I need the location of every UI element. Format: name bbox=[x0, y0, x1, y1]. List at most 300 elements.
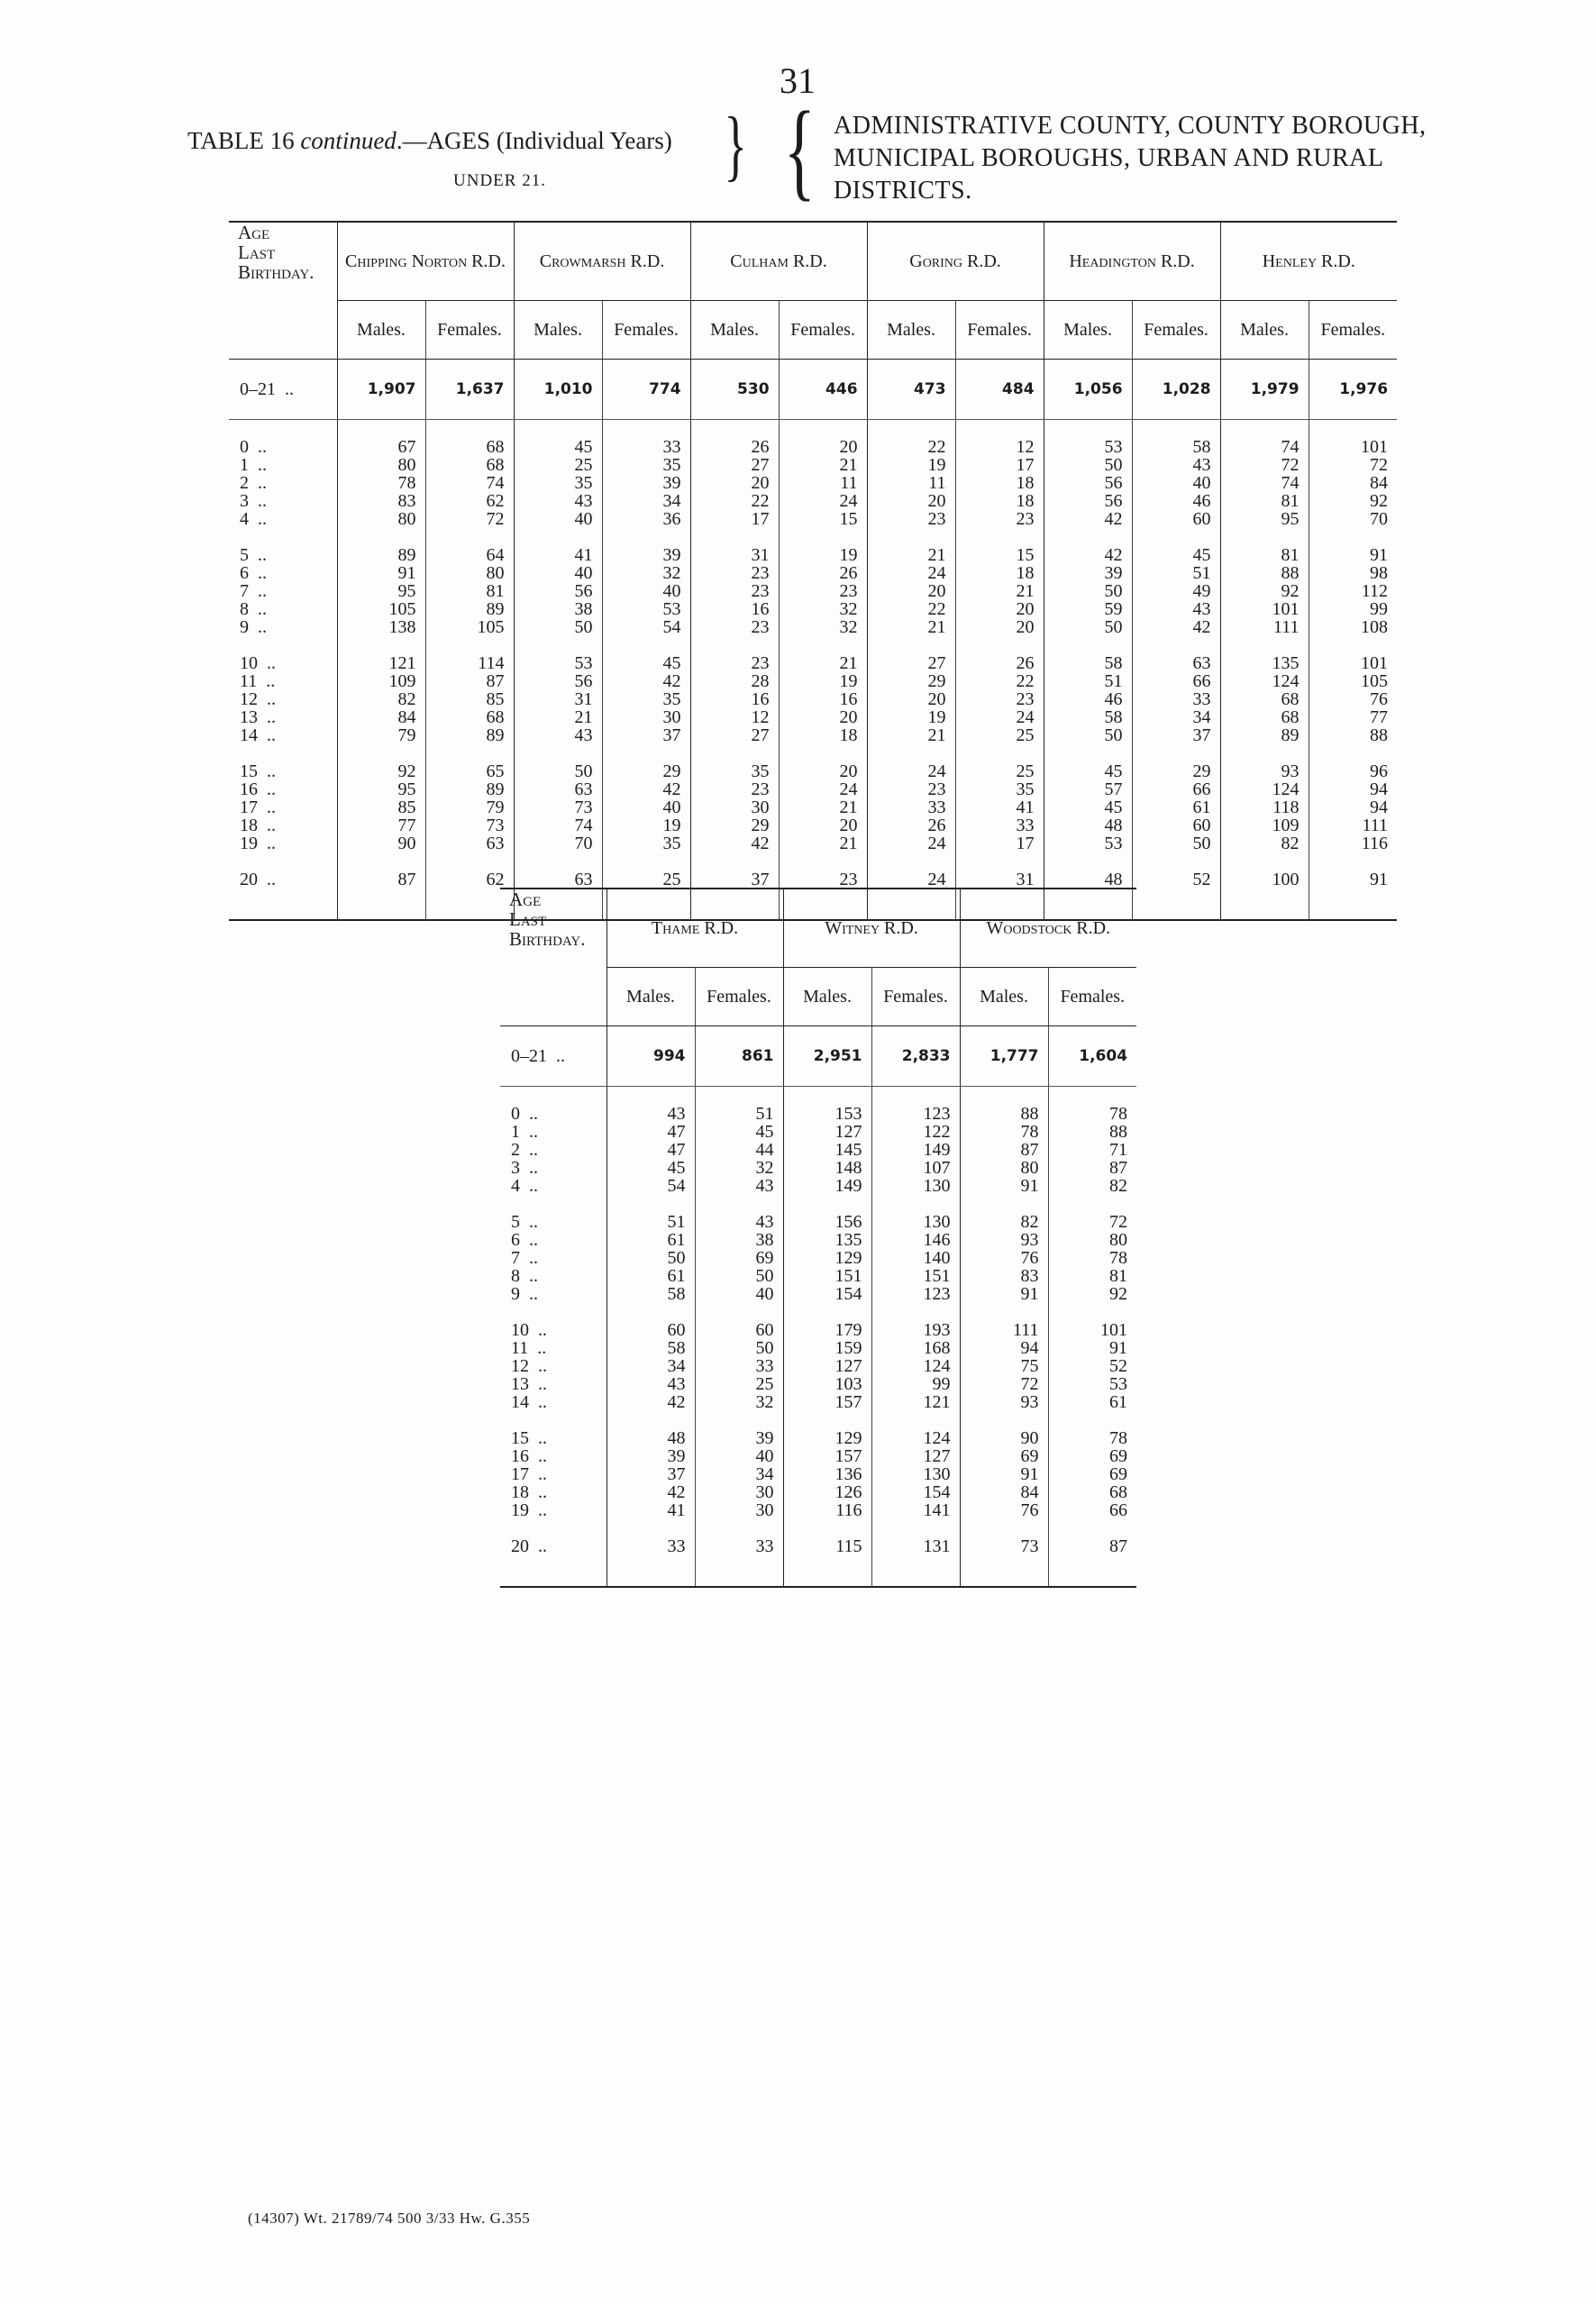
females-cell: 24 bbox=[779, 492, 867, 510]
females-cell: 20 bbox=[955, 618, 1044, 636]
males-cell: 58 bbox=[606, 1285, 695, 1303]
females-cell: 105 bbox=[1309, 672, 1397, 690]
females-cell: 122 bbox=[871, 1123, 960, 1141]
males-cell: 115 bbox=[783, 1537, 871, 1555]
females-cell: 72 bbox=[425, 510, 514, 528]
females-total-cell: 1,604 bbox=[1048, 1026, 1136, 1087]
females-cell: 32 bbox=[695, 1159, 783, 1177]
age-label: 8 .. bbox=[511, 1266, 538, 1286]
females-cell: 72 bbox=[1309, 456, 1397, 474]
females-cell: 19 bbox=[779, 546, 867, 564]
females-cell: 62 bbox=[425, 492, 514, 510]
males-cell: 12 bbox=[690, 708, 779, 726]
males-cell: 29 bbox=[867, 672, 955, 690]
males-cell: 48 bbox=[1044, 816, 1132, 834]
ages-table-1 bbox=[229, 221, 1397, 921]
table-row bbox=[229, 690, 1397, 708]
males-cell: 136 bbox=[783, 1465, 871, 1483]
females-cell: 60 bbox=[1132, 816, 1220, 834]
females-cell: 79 bbox=[425, 798, 514, 816]
females-header: Females. bbox=[779, 301, 867, 360]
age-label: 14 .. bbox=[511, 1392, 547, 1412]
age-label: 16 .. bbox=[240, 779, 276, 799]
males-cell: 68 bbox=[1220, 690, 1309, 708]
males-cell: 20 bbox=[867, 582, 955, 600]
males-cell: 82 bbox=[960, 1213, 1048, 1231]
age-label: 2 .. bbox=[511, 1140, 538, 1160]
males-cell: 53 bbox=[514, 654, 602, 672]
females-cell: 40 bbox=[602, 582, 690, 600]
females-cell: 24 bbox=[779, 780, 867, 798]
females-cell: 37 bbox=[602, 726, 690, 744]
males-cell: 50 bbox=[514, 762, 602, 780]
table-row bbox=[229, 726, 1397, 744]
males-cell: 22 bbox=[690, 492, 779, 510]
males-cell: 103 bbox=[783, 1375, 871, 1393]
district-header: Witney R.D. bbox=[783, 889, 960, 968]
females-cell: 131 bbox=[871, 1537, 960, 1555]
males-cell: 41 bbox=[514, 546, 602, 564]
area-line-1: ADMINISTRATIVE COUNTY, COUNTY BOROUGH, bbox=[834, 112, 1427, 140]
males-cell: 82 bbox=[337, 690, 425, 708]
table-row bbox=[229, 618, 1397, 636]
females-cell: 23 bbox=[955, 510, 1044, 528]
females-cell: 35 bbox=[602, 834, 690, 852]
males-cell: 105 bbox=[337, 600, 425, 618]
females-header: Females. bbox=[871, 968, 960, 1026]
males-cell: 93 bbox=[960, 1393, 1048, 1411]
males-cell: 30 bbox=[690, 798, 779, 816]
females-cell: 39 bbox=[695, 1429, 783, 1447]
males-cell: 34 bbox=[606, 1357, 695, 1375]
males-cell: 80 bbox=[337, 510, 425, 528]
females-cell: 42 bbox=[1132, 618, 1220, 636]
females-cell: 40 bbox=[695, 1285, 783, 1303]
males-cell: 72 bbox=[960, 1375, 1048, 1393]
females-cell: 88 bbox=[1309, 726, 1397, 744]
males-cell: 21 bbox=[867, 618, 955, 636]
males-cell: 41 bbox=[606, 1501, 695, 1519]
males-cell: 61 bbox=[606, 1231, 695, 1249]
females-cell: 17 bbox=[955, 456, 1044, 474]
females-cell: 60 bbox=[1132, 510, 1220, 528]
males-cell: 48 bbox=[1044, 870, 1132, 889]
females-cell: 35 bbox=[602, 456, 690, 474]
page-number: 31 bbox=[780, 60, 816, 101]
females-cell: 25 bbox=[955, 726, 1044, 744]
females-cell: 61 bbox=[1132, 798, 1220, 816]
table-row bbox=[500, 1213, 1136, 1231]
age-label: 1 .. bbox=[240, 455, 267, 475]
age-label: 15 .. bbox=[511, 1428, 547, 1448]
age-label: 7 .. bbox=[511, 1248, 538, 1268]
females-header: Females. bbox=[425, 301, 514, 360]
females-cell: 24 bbox=[955, 708, 1044, 726]
females-cell: 72 bbox=[1048, 1213, 1136, 1231]
females-cell: 19 bbox=[602, 816, 690, 834]
females-cell: 29 bbox=[602, 762, 690, 780]
females-header: Females. bbox=[1048, 968, 1136, 1026]
females-cell: 21 bbox=[955, 582, 1044, 600]
females-cell: 19 bbox=[779, 672, 867, 690]
males-cell: 81 bbox=[1220, 546, 1309, 564]
males-cell: 93 bbox=[1220, 762, 1309, 780]
age-label: 7 .. bbox=[240, 581, 267, 601]
males-cell: 60 bbox=[606, 1321, 695, 1339]
males-cell: 91 bbox=[337, 564, 425, 582]
males-cell: 26 bbox=[690, 438, 779, 456]
males-cell: 149 bbox=[783, 1177, 871, 1195]
age-header-word: Birthday. bbox=[509, 928, 586, 950]
males-cell: 25 bbox=[514, 456, 602, 474]
females-cell: 65 bbox=[425, 762, 514, 780]
age-label: 1 .. bbox=[511, 1122, 538, 1142]
females-cell: 30 bbox=[695, 1483, 783, 1501]
table-row bbox=[500, 1321, 1136, 1339]
table-row bbox=[500, 1267, 1136, 1285]
table-row bbox=[500, 1357, 1136, 1375]
males-cell: 148 bbox=[783, 1159, 871, 1177]
males-cell: 16 bbox=[690, 690, 779, 708]
males-cell: 53 bbox=[1044, 438, 1132, 456]
males-cell: 23 bbox=[867, 780, 955, 798]
females-cell: 92 bbox=[1048, 1285, 1136, 1303]
age-label: 4 .. bbox=[511, 1176, 538, 1196]
males-cell: 19 bbox=[867, 456, 955, 474]
females-cell: 50 bbox=[1132, 834, 1220, 852]
females-cell: 91 bbox=[1309, 870, 1397, 889]
males-cell: 56 bbox=[514, 582, 602, 600]
females-cell: 41 bbox=[955, 798, 1044, 816]
females-cell: 94 bbox=[1309, 798, 1397, 816]
females-cell: 16 bbox=[779, 690, 867, 708]
females-cell: 50 bbox=[695, 1339, 783, 1357]
females-cell: 15 bbox=[779, 510, 867, 528]
total-row-label: 0–21 .. bbox=[500, 1026, 606, 1087]
males-cell: 56 bbox=[514, 672, 602, 690]
females-cell: 80 bbox=[425, 564, 514, 582]
table-row bbox=[500, 1483, 1136, 1501]
females-cell: 35 bbox=[602, 690, 690, 708]
males-cell: 50 bbox=[1044, 726, 1132, 744]
females-cell: 151 bbox=[871, 1267, 960, 1285]
males-cell: 24 bbox=[867, 564, 955, 582]
females-total-cell: 1,976 bbox=[1309, 360, 1397, 420]
district-header: Woodstock R.D. bbox=[960, 889, 1136, 968]
males-cell: 20 bbox=[867, 492, 955, 510]
females-cell: 66 bbox=[1048, 1501, 1136, 1519]
table-row bbox=[500, 1429, 1136, 1447]
table-row bbox=[500, 1231, 1136, 1249]
females-cell: 99 bbox=[1309, 600, 1397, 618]
males-cell: 81 bbox=[1220, 492, 1309, 510]
table-row bbox=[229, 456, 1397, 474]
males-cell: 27 bbox=[690, 456, 779, 474]
females-cell: 89 bbox=[425, 780, 514, 798]
females-cell: 45 bbox=[602, 654, 690, 672]
females-cell: 30 bbox=[695, 1501, 783, 1519]
females-cell: 105 bbox=[425, 618, 514, 636]
females-cell: 111 bbox=[1309, 816, 1397, 834]
males-total-cell: 2,951 bbox=[783, 1026, 871, 1087]
age-label: 12 .. bbox=[511, 1356, 547, 1376]
males-cell: 95 bbox=[337, 780, 425, 798]
males-cell: 21 bbox=[867, 546, 955, 564]
females-cell: 58 bbox=[1132, 438, 1220, 456]
females-cell: 51 bbox=[695, 1105, 783, 1123]
females-cell: 61 bbox=[1048, 1393, 1136, 1411]
males-cell: 37 bbox=[606, 1465, 695, 1483]
males-header: Males. bbox=[1044, 301, 1132, 360]
males-cell: 40 bbox=[514, 510, 602, 528]
females-cell: 32 bbox=[695, 1393, 783, 1411]
females-cell: 154 bbox=[871, 1483, 960, 1501]
district-header: Henley R.D. bbox=[1220, 222, 1397, 301]
males-cell: 67 bbox=[337, 438, 425, 456]
males-cell: 27 bbox=[690, 726, 779, 744]
males-total-cell: 473 bbox=[867, 360, 955, 420]
males-cell: 153 bbox=[783, 1105, 871, 1123]
males-cell: 91 bbox=[960, 1465, 1048, 1483]
table-row bbox=[229, 708, 1397, 726]
table-title-suffix: .—AGES (Individual Years) bbox=[396, 127, 672, 154]
males-cell: 75 bbox=[960, 1357, 1048, 1375]
males-cell: 129 bbox=[783, 1249, 871, 1267]
males-cell: 50 bbox=[606, 1249, 695, 1267]
table-row bbox=[500, 1537, 1136, 1555]
age-label: 5 .. bbox=[511, 1212, 538, 1232]
males-cell: 31 bbox=[514, 690, 602, 708]
males-cell: 58 bbox=[606, 1339, 695, 1357]
table-row bbox=[229, 780, 1397, 798]
females-cell: 76 bbox=[1309, 690, 1397, 708]
males-cell: 76 bbox=[960, 1501, 1048, 1519]
table-row bbox=[229, 762, 1397, 780]
males-cell: 23 bbox=[690, 582, 779, 600]
age-label: 20 .. bbox=[240, 870, 276, 889]
females-cell: 22 bbox=[955, 672, 1044, 690]
age-label: 13 .. bbox=[511, 1374, 547, 1394]
males-cell: 89 bbox=[1220, 726, 1309, 744]
table-row bbox=[500, 1105, 1136, 1123]
males-cell: 61 bbox=[606, 1267, 695, 1285]
females-cell: 66 bbox=[1132, 780, 1220, 798]
males-cell: 50 bbox=[1044, 582, 1132, 600]
age-label: 2 .. bbox=[240, 473, 267, 493]
females-cell: 20 bbox=[779, 708, 867, 726]
males-cell: 138 bbox=[337, 618, 425, 636]
males-cell: 127 bbox=[783, 1123, 871, 1141]
males-cell: 73 bbox=[514, 798, 602, 816]
males-cell: 154 bbox=[783, 1285, 871, 1303]
table-row bbox=[500, 1177, 1136, 1195]
females-cell: 146 bbox=[871, 1231, 960, 1249]
age-header-word: Age bbox=[238, 222, 270, 243]
table-row bbox=[500, 1141, 1136, 1159]
males-cell: 90 bbox=[960, 1429, 1048, 1447]
district-header: Crowmarsh R.D. bbox=[514, 222, 690, 301]
males-header: Males. bbox=[606, 968, 695, 1026]
males-cell: 69 bbox=[960, 1447, 1048, 1465]
females-cell: 35 bbox=[955, 780, 1044, 798]
table-row bbox=[500, 1249, 1136, 1267]
females-cell: 130 bbox=[871, 1177, 960, 1195]
males-cell: 135 bbox=[1220, 654, 1309, 672]
table-row bbox=[500, 1393, 1136, 1411]
males-cell: 78 bbox=[960, 1123, 1048, 1141]
age-label: 20 .. bbox=[511, 1536, 547, 1556]
females-cell: 45 bbox=[695, 1123, 783, 1141]
males-header: Males. bbox=[690, 301, 779, 360]
area-line-2: MUNICIPAL BOROUGHS, URBAN AND RURAL bbox=[834, 144, 1384, 172]
table-row bbox=[229, 672, 1397, 690]
males-cell: 156 bbox=[783, 1213, 871, 1231]
females-cell: 68 bbox=[1048, 1483, 1136, 1501]
females-cell: 88 bbox=[1048, 1123, 1136, 1141]
males-cell: 24 bbox=[867, 834, 955, 852]
males-cell: 43 bbox=[606, 1105, 695, 1123]
table-row bbox=[229, 654, 1397, 672]
females-cell: 140 bbox=[871, 1249, 960, 1267]
males-cell: 51 bbox=[1044, 672, 1132, 690]
females-total-cell: 774 bbox=[602, 360, 690, 420]
females-cell: 50 bbox=[695, 1267, 783, 1285]
males-cell: 11 bbox=[867, 474, 955, 492]
males-total-cell: 1,979 bbox=[1220, 360, 1309, 420]
males-total-cell: 1,777 bbox=[960, 1026, 1048, 1087]
females-cell: 77 bbox=[1309, 708, 1397, 726]
table-title-under: UNDER 21. bbox=[453, 171, 546, 190]
table-row bbox=[229, 600, 1397, 618]
females-cell: 92 bbox=[1309, 492, 1397, 510]
females-cell: 33 bbox=[695, 1537, 783, 1555]
area-line-3: DISTRICTS. bbox=[834, 177, 972, 205]
females-cell: 84 bbox=[1309, 474, 1397, 492]
females-cell: 23 bbox=[779, 870, 867, 889]
females-header: Females. bbox=[1309, 301, 1397, 360]
age-label: 15 .. bbox=[240, 761, 276, 781]
males-cell: 88 bbox=[960, 1105, 1048, 1123]
district-header: Goring R.D. bbox=[867, 222, 1044, 301]
age-label: 11 .. bbox=[511, 1338, 547, 1358]
females-cell: 101 bbox=[1309, 438, 1397, 456]
males-cell: 22 bbox=[867, 438, 955, 456]
males-cell: 19 bbox=[867, 708, 955, 726]
males-cell: 70 bbox=[514, 834, 602, 852]
males-total-cell: 530 bbox=[690, 360, 779, 420]
males-cell: 91 bbox=[960, 1177, 1048, 1195]
males-cell: 23 bbox=[690, 564, 779, 582]
age-column-header bbox=[229, 222, 337, 359]
males-cell: 145 bbox=[783, 1141, 871, 1159]
males-cell: 109 bbox=[1220, 816, 1309, 834]
males-cell: 89 bbox=[337, 546, 425, 564]
females-cell: 44 bbox=[695, 1141, 783, 1159]
males-cell: 63 bbox=[514, 870, 602, 889]
males-cell: 33 bbox=[867, 798, 955, 816]
females-cell: 63 bbox=[1132, 654, 1220, 672]
table-row bbox=[229, 492, 1397, 510]
males-cell: 179 bbox=[783, 1321, 871, 1339]
females-cell: 51 bbox=[1132, 564, 1220, 582]
table-row bbox=[229, 834, 1397, 852]
females-cell: 32 bbox=[779, 600, 867, 618]
age-label: 12 .. bbox=[240, 689, 276, 709]
males-cell: 135 bbox=[783, 1231, 871, 1249]
age-label: 3 .. bbox=[511, 1158, 538, 1178]
age-label: 9 .. bbox=[511, 1284, 538, 1304]
males-cell: 31 bbox=[690, 546, 779, 564]
males-cell: 111 bbox=[1220, 618, 1309, 636]
males-cell: 35 bbox=[514, 474, 602, 492]
males-cell: 93 bbox=[960, 1231, 1048, 1249]
males-cell: 46 bbox=[1044, 690, 1132, 708]
age-column-header bbox=[500, 889, 606, 1025]
table-row bbox=[229, 564, 1397, 582]
age-header-word: Last bbox=[238, 242, 276, 263]
males-cell: 43 bbox=[514, 492, 602, 510]
males-cell: 159 bbox=[783, 1339, 871, 1357]
age-label: 6 .. bbox=[240, 563, 267, 583]
females-cell: 107 bbox=[871, 1159, 960, 1177]
females-cell: 43 bbox=[1132, 600, 1220, 618]
females-cell: 69 bbox=[1048, 1465, 1136, 1483]
males-cell: 74 bbox=[1220, 474, 1309, 492]
males-cell: 47 bbox=[606, 1123, 695, 1141]
males-cell: 72 bbox=[1220, 456, 1309, 474]
females-cell: 29 bbox=[1132, 762, 1220, 780]
females-cell: 25 bbox=[955, 762, 1044, 780]
females-cell: 20 bbox=[779, 438, 867, 456]
males-cell: 38 bbox=[514, 600, 602, 618]
males-cell: 33 bbox=[606, 1537, 695, 1555]
age-label: 19 .. bbox=[240, 834, 276, 853]
age-label: 19 .. bbox=[511, 1500, 547, 1520]
males-cell: 77 bbox=[337, 816, 425, 834]
males-cell: 47 bbox=[606, 1141, 695, 1159]
age-label: 17 .. bbox=[240, 798, 276, 817]
females-cell: 81 bbox=[1048, 1267, 1136, 1285]
males-cell: 94 bbox=[960, 1339, 1048, 1357]
age-label: 9 .. bbox=[240, 617, 267, 637]
females-cell: 40 bbox=[602, 798, 690, 816]
females-cell: 23 bbox=[955, 690, 1044, 708]
females-cell: 53 bbox=[602, 600, 690, 618]
males-cell: 28 bbox=[690, 672, 779, 690]
total-row bbox=[500, 1026, 1136, 1087]
age-label: 8 .. bbox=[240, 599, 267, 619]
females-cell: 124 bbox=[871, 1429, 960, 1447]
males-cell: 53 bbox=[1044, 834, 1132, 852]
table-title bbox=[187, 126, 746, 190]
table-row bbox=[500, 1447, 1136, 1465]
table-row bbox=[500, 1375, 1136, 1393]
table-row bbox=[500, 1123, 1136, 1141]
males-total-cell: 1,010 bbox=[514, 360, 602, 420]
females-cell: 71 bbox=[1048, 1141, 1136, 1159]
females-cell: 45 bbox=[1132, 546, 1220, 564]
females-cell: 68 bbox=[425, 438, 514, 456]
table-title-prefix: TABLE 16 bbox=[187, 127, 301, 154]
age-label: 16 .. bbox=[511, 1446, 547, 1466]
males-cell: 100 bbox=[1220, 870, 1309, 889]
age-label: 10 .. bbox=[240, 653, 276, 673]
area-heading bbox=[834, 110, 1428, 207]
table-row bbox=[229, 510, 1397, 528]
females-cell: 168 bbox=[871, 1339, 960, 1357]
males-cell: 92 bbox=[1220, 582, 1309, 600]
males-cell: 21 bbox=[867, 726, 955, 744]
